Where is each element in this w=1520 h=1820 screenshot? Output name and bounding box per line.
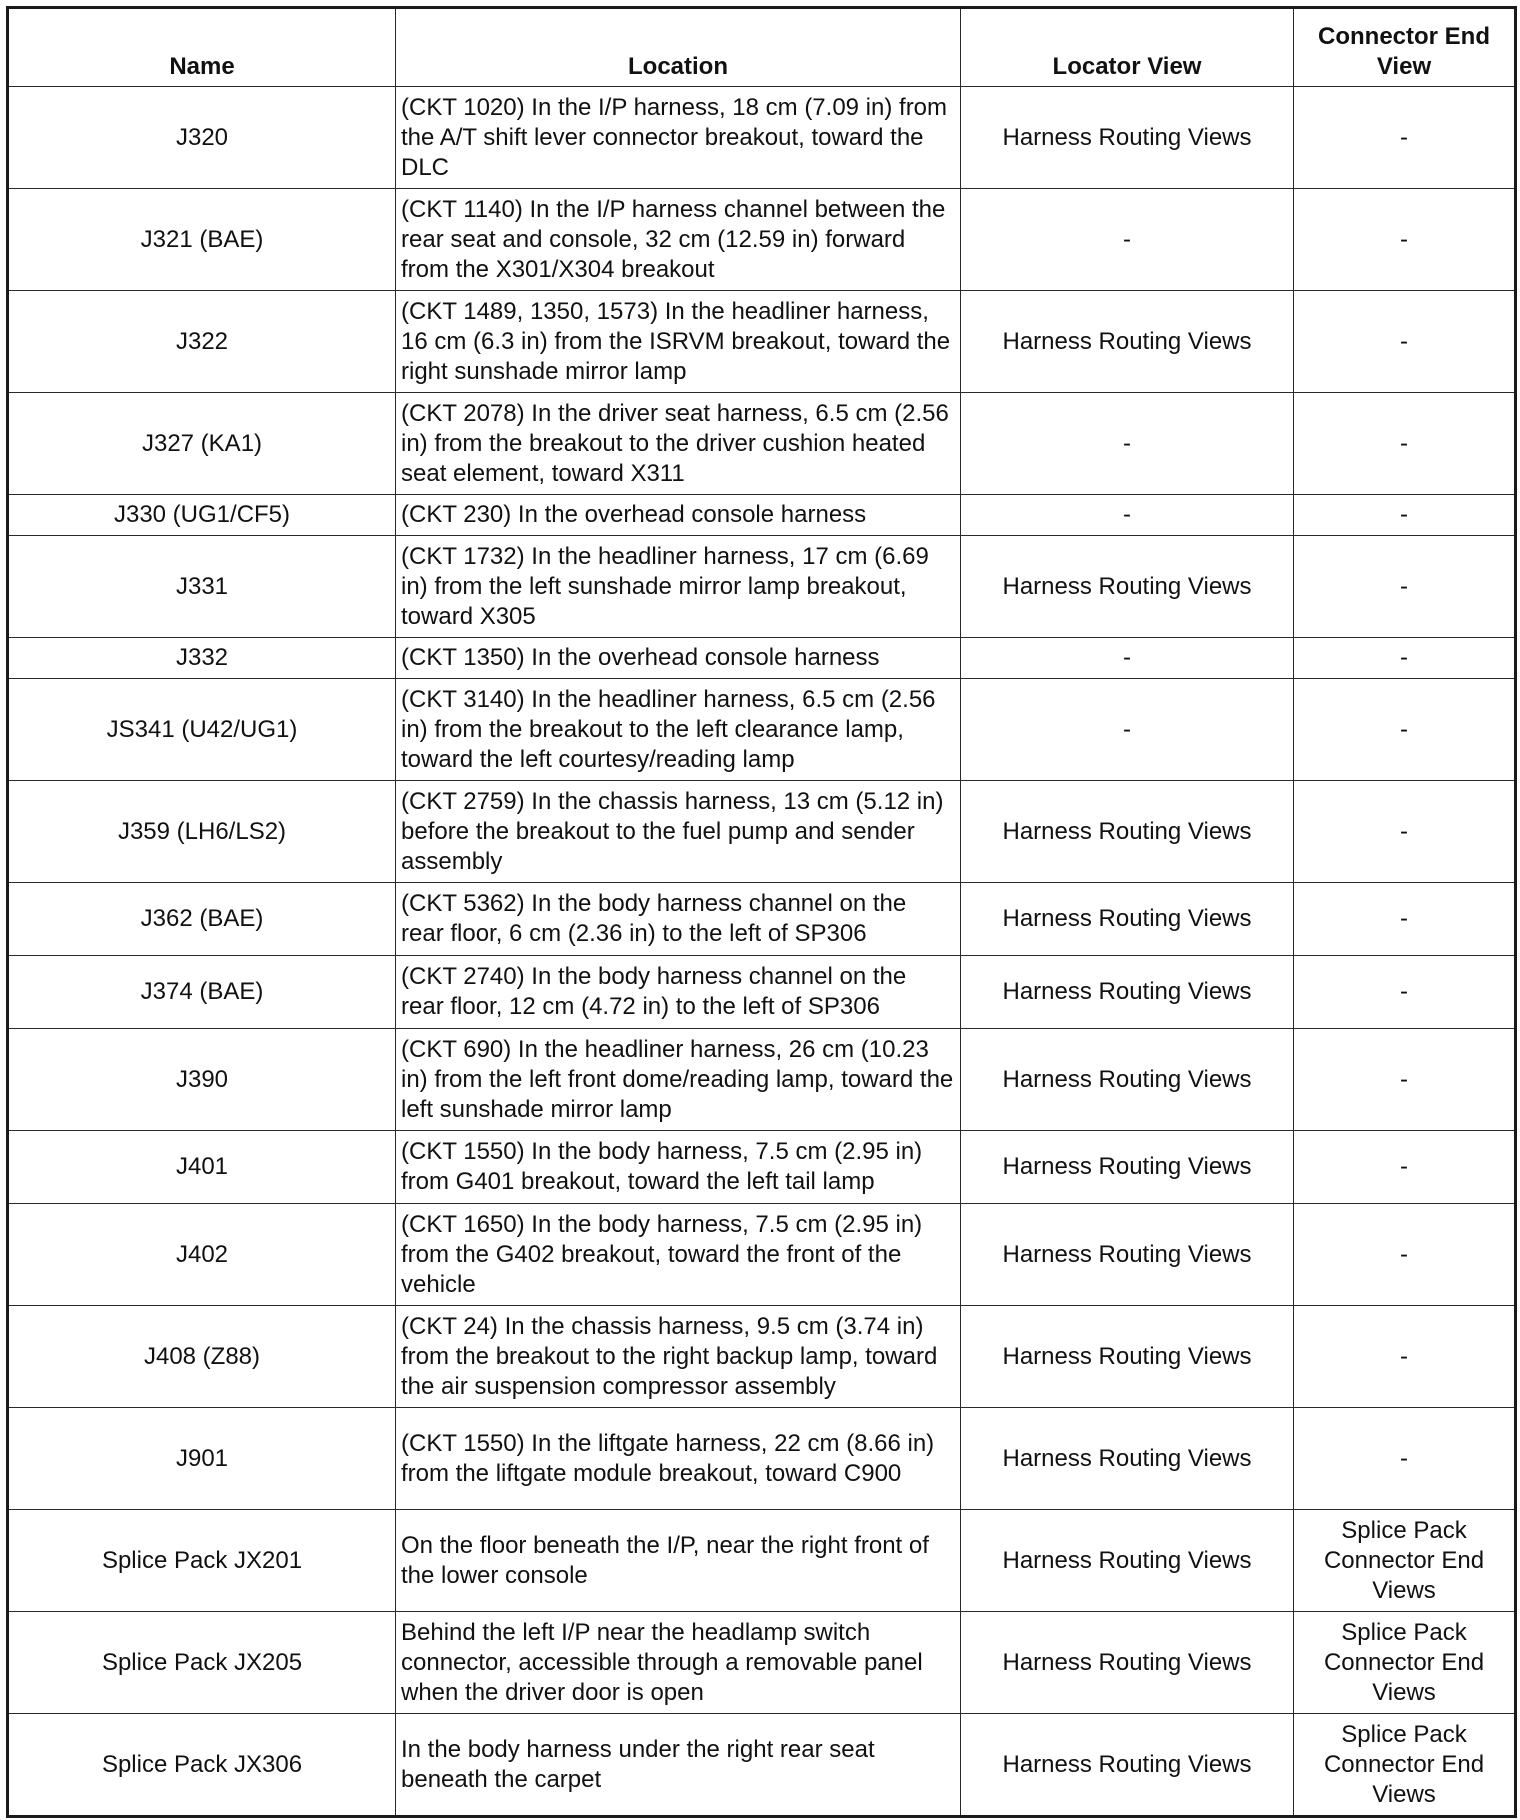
cell-connector-end-view: - — [1294, 679, 1516, 781]
cell-locator-view: Harness Routing Views — [961, 1510, 1294, 1612]
cell-location: (CKT 5362) In the body harness channel on the rear floor, 6 cm (2.36 in) to the left of SP306 — [396, 883, 961, 956]
cell-name: J901 — [8, 1408, 396, 1510]
cell-connector-end-view: - — [1294, 495, 1516, 536]
table-row — [8, 1510, 1516, 1612]
cell-connector-end-view: - — [1294, 1131, 1516, 1204]
cell-name: Splice Pack JX205 — [8, 1612, 396, 1714]
cell-connector-end-view: - — [1294, 638, 1516, 679]
table-row — [8, 781, 1516, 883]
cell-locator-view: - — [961, 495, 1294, 536]
header-connector-end-view: Connector End View — [1294, 8, 1516, 87]
header-location: Location — [396, 8, 961, 87]
table-row — [8, 883, 1516, 956]
cell-connector-end-view: - — [1294, 956, 1516, 1029]
cell-locator-view: Harness Routing Views — [961, 536, 1294, 638]
table-row — [8, 189, 1516, 291]
cell-connector-end-view: - — [1294, 1306, 1516, 1408]
cell-locator-view: - — [961, 393, 1294, 495]
cell-locator-view: Harness Routing Views — [961, 781, 1294, 883]
cell-location: (CKT 230) In the overhead console harness — [396, 495, 961, 536]
cell-connector-end-view: - — [1294, 536, 1516, 638]
cell-locator-view: Harness Routing Views — [961, 1612, 1294, 1714]
table-row — [8, 679, 1516, 781]
table-row — [8, 87, 1516, 189]
table-row — [8, 495, 1516, 536]
cell-location: (CKT 2078) In the driver seat harness, 6.5 cm (2.56 in) from the breakout to the driver cushion heated seat element, toward X311 — [396, 393, 961, 495]
cell-location: (CKT 3140) In the headliner harness, 6.5 cm (2.56 in) from the breakout to the left clearance lamp, toward the left courtesy/reading lamp — [396, 679, 961, 781]
cell-locator-view: Harness Routing Views — [961, 1714, 1294, 1817]
cell-connector-end-view: - — [1294, 1204, 1516, 1306]
table-row — [8, 1714, 1516, 1817]
cell-location: (CKT 1140) In the I/P harness channel between the rear seat and console, 32 cm (12.59 in) forward from the X301/X304 breakout — [396, 189, 961, 291]
cell-locator-view: - — [961, 679, 1294, 781]
cell-name: J331 — [8, 536, 396, 638]
cell-location: Behind the left I/P near the headlamp switch connector, accessible through a removable panel when the driver door is open — [396, 1612, 961, 1714]
cell-location: In the body harness under the right rear seat beneath the carpet — [396, 1714, 961, 1817]
cell-locator-view: Harness Routing Views — [961, 1029, 1294, 1131]
header-row — [8, 8, 1516, 87]
cell-location: (CKT 2740) In the body harness channel on the rear floor, 12 cm (4.72 in) to the left of SP306 — [396, 956, 961, 1029]
cell-connector-end-view: Splice Pack Connector End Views — [1294, 1510, 1516, 1612]
cell-connector-end-view: - — [1294, 393, 1516, 495]
cell-name: Splice Pack JX306 — [8, 1714, 396, 1817]
cell-connector-end-view: - — [1294, 781, 1516, 883]
cell-location: (CKT 1550) In the liftgate harness, 22 cm (8.66 in) from the liftgate module breakout, toward C900 — [396, 1408, 961, 1510]
cell-name: Splice Pack JX201 — [8, 1510, 396, 1612]
cell-connector-end-view: - — [1294, 1408, 1516, 1510]
cell-locator-view: - — [961, 638, 1294, 679]
table-row — [8, 291, 1516, 393]
cell-location: (CKT 1550) In the body harness, 7.5 cm (2.95 in) from G401 breakout, toward the left tail lamp — [396, 1131, 961, 1204]
cell-locator-view: Harness Routing Views — [961, 956, 1294, 1029]
cell-connector-end-view: - — [1294, 291, 1516, 393]
cell-locator-view: Harness Routing Views — [961, 291, 1294, 393]
cell-name: J320 — [8, 87, 396, 189]
cell-connector-end-view: - — [1294, 883, 1516, 956]
cell-locator-view: Harness Routing Views — [961, 87, 1294, 189]
cell-name: J332 — [8, 638, 396, 679]
cell-locator-view: Harness Routing Views — [961, 1408, 1294, 1510]
cell-locator-view: Harness Routing Views — [961, 1131, 1294, 1204]
cell-location: (CKT 1650) In the body harness, 7.5 cm (2.95 in) from the G402 breakout, toward the front of the vehicle — [396, 1204, 961, 1306]
cell-locator-view: - — [961, 189, 1294, 291]
cell-name: J362 (BAE) — [8, 883, 396, 956]
cell-locator-view: Harness Routing Views — [961, 883, 1294, 956]
cell-location: On the floor beneath the I/P, near the right front of the lower console — [396, 1510, 961, 1612]
cell-location: (CKT 2759) In the chassis harness, 13 cm (5.12 in) before the breakout to the fuel pump and sender assembly — [396, 781, 961, 883]
table-row — [8, 1612, 1516, 1714]
table-row — [8, 1131, 1516, 1204]
table-row — [8, 638, 1516, 679]
cell-location: (CKT 1732) In the headliner harness, 17 cm (6.69 in) from the left sunshade mirror lamp breakout, toward X305 — [396, 536, 961, 638]
cell-name: J408 (Z88) — [8, 1306, 396, 1408]
cell-name: J330 (UG1/CF5) — [8, 495, 396, 536]
cell-name: J359 (LH6/LS2) — [8, 781, 396, 883]
cell-locator-view: Harness Routing Views — [961, 1306, 1294, 1408]
table-row — [8, 536, 1516, 638]
table-row — [8, 1306, 1516, 1408]
table-row — [8, 1029, 1516, 1131]
cell-name: J402 — [8, 1204, 396, 1306]
cell-connector-end-view: - — [1294, 189, 1516, 291]
cell-location: (CKT 1489, 1350, 1573) In the headliner harness, 16 cm (6.3 in) from the ISRVM breakout, toward the right sunshade mirror lamp — [396, 291, 961, 393]
cell-name: J327 (KA1) — [8, 393, 396, 495]
table-row — [8, 956, 1516, 1029]
splice-location-table — [6, 6, 1517, 1818]
cell-name: J374 (BAE) — [8, 956, 396, 1029]
cell-name: JS341 (U42/UG1) — [8, 679, 396, 781]
cell-location: (CKT 690) In the headliner harness, 26 cm (10.23 in) from the left front dome/reading lamp, toward the left sunshade mirror lamp — [396, 1029, 961, 1131]
header-name: Name — [8, 8, 396, 87]
cell-location: (CKT 1350) In the overhead console harness — [396, 638, 961, 679]
cell-name: J401 — [8, 1131, 396, 1204]
cell-connector-end-view: Splice Pack Connector End Views — [1294, 1612, 1516, 1714]
cell-name: J390 — [8, 1029, 396, 1131]
cell-connector-end-view: Splice Pack Connector End Views — [1294, 1714, 1516, 1817]
header-locator-view: Locator View — [961, 8, 1294, 87]
cell-location: (CKT 1020) In the I/P harness, 18 cm (7.09 in) from the A/T shift lever connector breakout, toward the DLC — [396, 87, 961, 189]
cell-location: (CKT 24) In the chassis harness, 9.5 cm (3.74 in) from the breakout to the right backup lamp, toward the air suspension compressor assembly — [396, 1306, 961, 1408]
cell-name: J322 — [8, 291, 396, 393]
cell-name: J321 (BAE) — [8, 189, 396, 291]
cell-connector-end-view: - — [1294, 1029, 1516, 1131]
cell-connector-end-view: - — [1294, 87, 1516, 189]
table-row — [8, 393, 1516, 495]
cell-locator-view: Harness Routing Views — [961, 1204, 1294, 1306]
table-row — [8, 1408, 1516, 1510]
table-row — [8, 1204, 1516, 1306]
